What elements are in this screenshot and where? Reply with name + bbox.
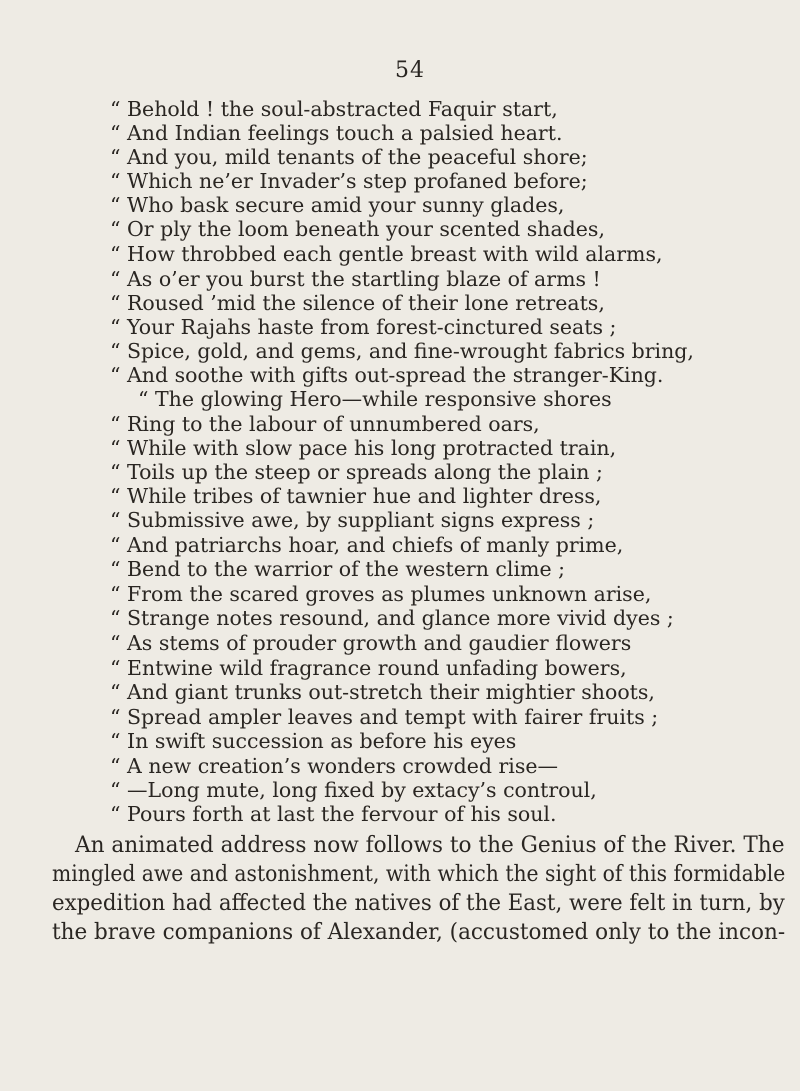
poem-line: “ Behold ! the soul-abstracted Faquir start, bbox=[110, 97, 558, 121]
poem-line: “ Roused ’mid the silence of their lone retreats, bbox=[110, 291, 605, 315]
poem-line: “ Spice, gold, and gems, and fine-wrought fabrics bring, bbox=[110, 339, 694, 363]
poem-line: “ And you, mild tenants of the peaceful shore; bbox=[110, 145, 588, 169]
poem-line: “ How throbbed each gentle breast with wild alarms, bbox=[110, 242, 663, 266]
poem-line: “ And patriarchs hoar, and chiefs of manly prime, bbox=[110, 533, 624, 557]
poem-line: “ Ring to the labour of unnumbered oars, bbox=[110, 412, 540, 436]
poem-line: “ From the scared groves as plumes unknown arise, bbox=[110, 582, 652, 606]
poem-line: “ In swift succession as before his eyes bbox=[110, 729, 517, 753]
prose-line: expedition had affected the natives of the East, were felt in turn, by bbox=[52, 891, 785, 916]
poem-line: “ Your Rajahs haste from forest-cinctured seats ; bbox=[110, 315, 617, 339]
poem-line: “ Toils up the steep or spreads along the plain ; bbox=[110, 460, 603, 484]
poem-line: “ As o’er you burst the startling blaze of arms ! bbox=[110, 267, 601, 291]
prose-line: An animated address now follows to the Genius of the River. The bbox=[75, 833, 785, 858]
poem-line: “ Bend to the warrior of the western clime ; bbox=[110, 557, 566, 581]
prose-line: the brave companions of Alexander, (accustomed only to the incon- bbox=[52, 920, 786, 945]
poem-line: “ Entwine wild fragrance round unfading bowers, bbox=[110, 656, 627, 680]
poem-line: “ Strange notes resound, and glance more vivid dyes ; bbox=[110, 606, 674, 630]
poem-line: “ As stems of prouder growth and gaudier flowers bbox=[110, 631, 632, 655]
poem-line: “ Pours forth at last the fervour of his soul. bbox=[110, 802, 557, 826]
poem-line: “ —Long mute, long fixed by extacy’s controul, bbox=[110, 778, 597, 802]
poem-line: “ Who bask secure amid your sunny glades, bbox=[110, 193, 565, 217]
poem-line: “ The glowing Hero—while responsive shores bbox=[138, 387, 612, 411]
poem-line: “ Which ne’er Invader’s step profaned before; bbox=[110, 169, 588, 193]
poem-line: “ A new creation’s wonders crowded rise— bbox=[110, 754, 558, 778]
poem-line: “ And soothe with gifts out-spread the stranger-King. bbox=[110, 363, 664, 387]
poem-line: “ Submissive awe, by suppliant signs express ; bbox=[110, 508, 595, 532]
poem-line: “ And giant trunks out-stretch their mightier shoots, bbox=[110, 680, 655, 704]
poem-line: “ And Indian feelings touch a palsied heart. bbox=[110, 121, 563, 145]
poem-line: “ While with slow pace his long protracted train, bbox=[110, 436, 617, 460]
prose-line: mingled awe and astonishment, with which the sight of this formidable bbox=[52, 862, 786, 887]
poem-line: “ Spread ampler leaves and tempt with fairer fruits ; bbox=[110, 705, 659, 729]
page-number: 54 bbox=[395, 58, 425, 83]
poem-line: “ While tribes of tawnier hue and lighter dress, bbox=[110, 484, 602, 508]
poem-line: “ Or ply the loom beneath your scented shades, bbox=[110, 217, 605, 241]
